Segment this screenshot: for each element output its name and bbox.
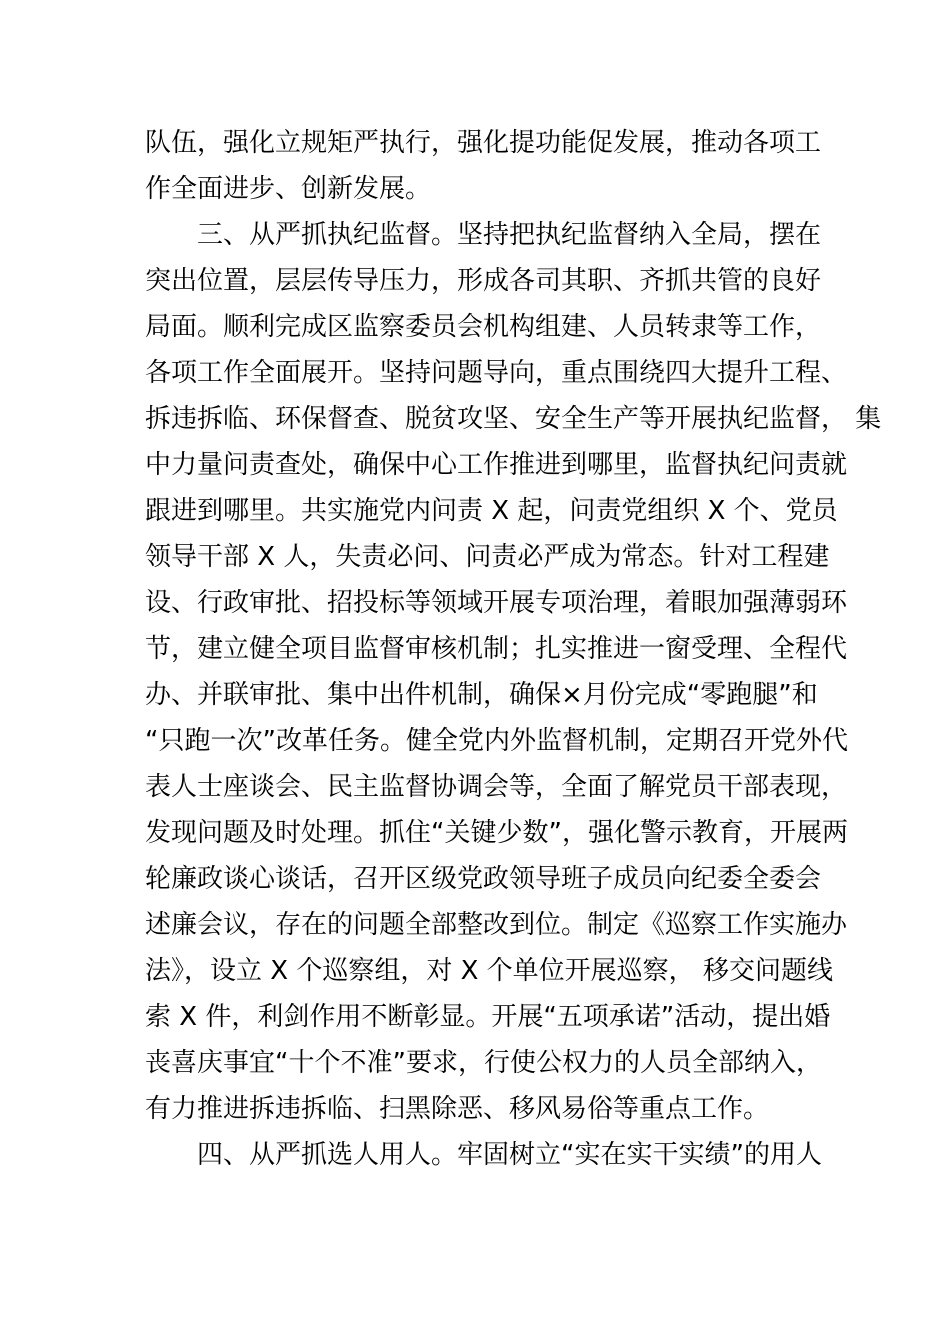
- text-line: 局面。顺利完成区监察委员会机构组建、人员转隶等工作，: [145, 312, 822, 342]
- text-line: 办、并联审批、集中出件机制，确保×月份完成“零跑腿”和: [145, 680, 818, 710]
- text-line: 述廉会议，存在的问题全部整改到位。制定《巡察工作实施办: [145, 910, 848, 940]
- text-line: 法》，设立 X 个巡察组，对 X 个单位开展巡察， 移交问题线: [145, 956, 833, 986]
- text-line: 中力量问责查处，确保中心工作推进到哪里，监督执纪问责就: [145, 450, 848, 480]
- text-line: 跟进到哪里。共实施党内问责 X 起，问责党组织 X 个、党员: [145, 496, 838, 526]
- text-line: 队伍，强化立规矩严执行，强化提功能促发展，推动各项工: [145, 128, 822, 158]
- text-line: 拆违拆临、环保督查、脱贫攻坚、安全生产等开展执纪监督， 集: [145, 404, 882, 434]
- text-line: 各项工作全面展开。坚持问题导向，重点围绕四大提升工程、: [145, 358, 848, 388]
- text-line: 发现问题及时处理。抓住“关键少数”，强化警示教育，开展两: [145, 818, 848, 848]
- section-heading-line: 四、从严抓选人用人。牢固树立“实在实干实绩”的用人: [197, 1140, 822, 1170]
- text-line: 节，建立健全项目监督审核机制；扎实推进一窗受理、全程代: [145, 634, 848, 664]
- text-line: 领导干部 X 人，失责必问、问责必严成为常态。针对工程建: [145, 542, 830, 572]
- text-line: 丧喜庆事宜“十个不准”要求，行使公权力的人员全部纳入，: [145, 1048, 822, 1078]
- text-line: 轮廉政谈心谈话，召开区级党政领导班子成员向纪委全委会: [145, 864, 822, 894]
- text-line: 有力推进拆违拆临、扫黑除恶、移风易俗等重点工作。: [145, 1094, 770, 1124]
- section-heading-line: 三、从严抓执纪监督。坚持把执纪监督纳入全局，摆在: [197, 220, 822, 250]
- text-line: 表人士座谈会、民主监督协调会等，全面了解党员干部表现，: [145, 772, 848, 802]
- text-line: 作全面进步、创新发展。: [145, 174, 432, 204]
- text-line: “只跑一次”改革任务。健全党内外监督机制，定期召开党外代: [145, 726, 848, 756]
- text-line: 突出位置，层层传导压力，形成各司其职、齐抓共管的良好: [145, 266, 822, 296]
- text-line: 设、行政审批、招投标等领域开展专项治理，着眼加强薄弱环: [145, 588, 848, 618]
- text-line: 索 X 件，利剑作用不断彰显。开展“五项承诺”活动，提出婚: [145, 1002, 831, 1032]
